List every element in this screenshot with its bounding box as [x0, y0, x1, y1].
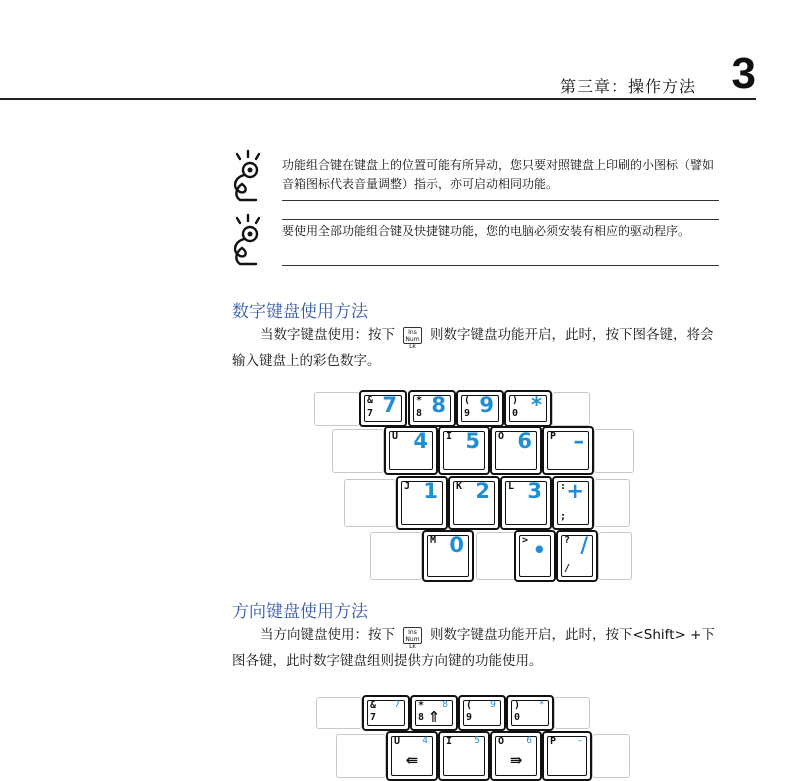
key-blank [344, 479, 396, 527]
numlock-key-icon: Ins Num Lk [403, 327, 422, 344]
arrowpad-text-b: 则数字键盘功能开启，此时，按下<Shift> +下图各键，此时数字键盘组则提供方向键的功能使用。 [232, 627, 715, 669]
section-heading-numpad: 数字键盘使用方法 [232, 302, 368, 322]
key-u: U 4 [384, 426, 438, 475]
key-blank [370, 532, 422, 580]
key-o: O 6 [490, 426, 542, 475]
key-blank [476, 532, 516, 580]
key-m: M 0 [422, 530, 474, 582]
key-u-left-arrow: U 4 ⇚ [386, 731, 438, 781]
key-7: & 7 7 [362, 695, 410, 731]
key-0: ) 0 * [504, 390, 552, 427]
tip-bulb-icon [228, 212, 268, 268]
arrowpad-text-a: 当方向键盘使用：按下 [260, 627, 395, 643]
key-i: I 5 [438, 426, 490, 475]
numpad-text-a: 当数字键盘使用：按下 [260, 327, 395, 343]
key-blank [314, 392, 360, 426]
key-slash: ? / / [556, 530, 598, 582]
key-7: & 7 7 [359, 390, 407, 427]
page-header [0, 0, 800, 100]
numpad-paragraph [232, 322, 718, 374]
key-i: I 5 [438, 731, 490, 781]
key-p: P – [542, 426, 594, 475]
key-8: * 8 8 [408, 390, 456, 427]
chapter-number: 3 [731, 49, 756, 98]
tip-bulb-icon [228, 148, 268, 204]
note-2 [228, 212, 718, 270]
key-0: ) 0 * [506, 695, 554, 731]
key-p: P – [542, 731, 592, 781]
note-1 [228, 148, 718, 202]
note-text: 功能组合键在键盘上的位置可能有所异动，您只要对照键盘上印刷的小图标（譬如音箱图标代表音量调整）指示，亦可启动相同功能。 [282, 158, 715, 191]
key-blank [336, 734, 386, 778]
up-arrow-icon: ⇑ [427, 708, 441, 726]
key-o-right-arrow: O 6 ⇛ [490, 731, 542, 781]
key-blank [316, 697, 362, 729]
header-rule [0, 98, 756, 100]
key-blank [332, 429, 384, 473]
key-9: ( 9 9 [458, 695, 506, 731]
key-blank [598, 532, 632, 580]
key-9: ( 9 9 [456, 390, 504, 427]
key-k: K 2 [448, 476, 500, 530]
arrowpad-paragraph [232, 622, 718, 674]
key-period: > • [514, 530, 556, 582]
key-blank [554, 697, 590, 729]
numlock-key-icon: Ins Num Lk [403, 627, 422, 644]
key-blank [552, 392, 590, 426]
chapter-title: 第三章：操作方法 [559, 77, 696, 96]
note-divider [282, 265, 719, 266]
note-text: 要使用全部功能组合键及快捷键功能，您的电脑必须安装有相应的驱动程序。 [282, 224, 691, 238]
note-divider [282, 219, 719, 220]
key-j: J 1 [396, 476, 448, 530]
key-8-up-arrow: * 8 8 ⇑ [410, 695, 458, 731]
key-blank [594, 429, 634, 473]
numpad-text-b: 则数字键盘功能开启，此时，按下图各键，将会输入键盘上的彩色数字。 [232, 327, 714, 369]
key-blank [594, 479, 630, 527]
key-l: L 3 [500, 476, 552, 530]
left-arrow-icon: ⇚ [405, 751, 419, 769]
section-heading-arrowpad: 方向键盘使用方法 [232, 602, 368, 622]
key-blank [592, 734, 630, 778]
note-divider [282, 200, 719, 201]
right-arrow-icon: ⇛ [509, 751, 523, 769]
key-semicolon: : ; + [552, 476, 594, 530]
